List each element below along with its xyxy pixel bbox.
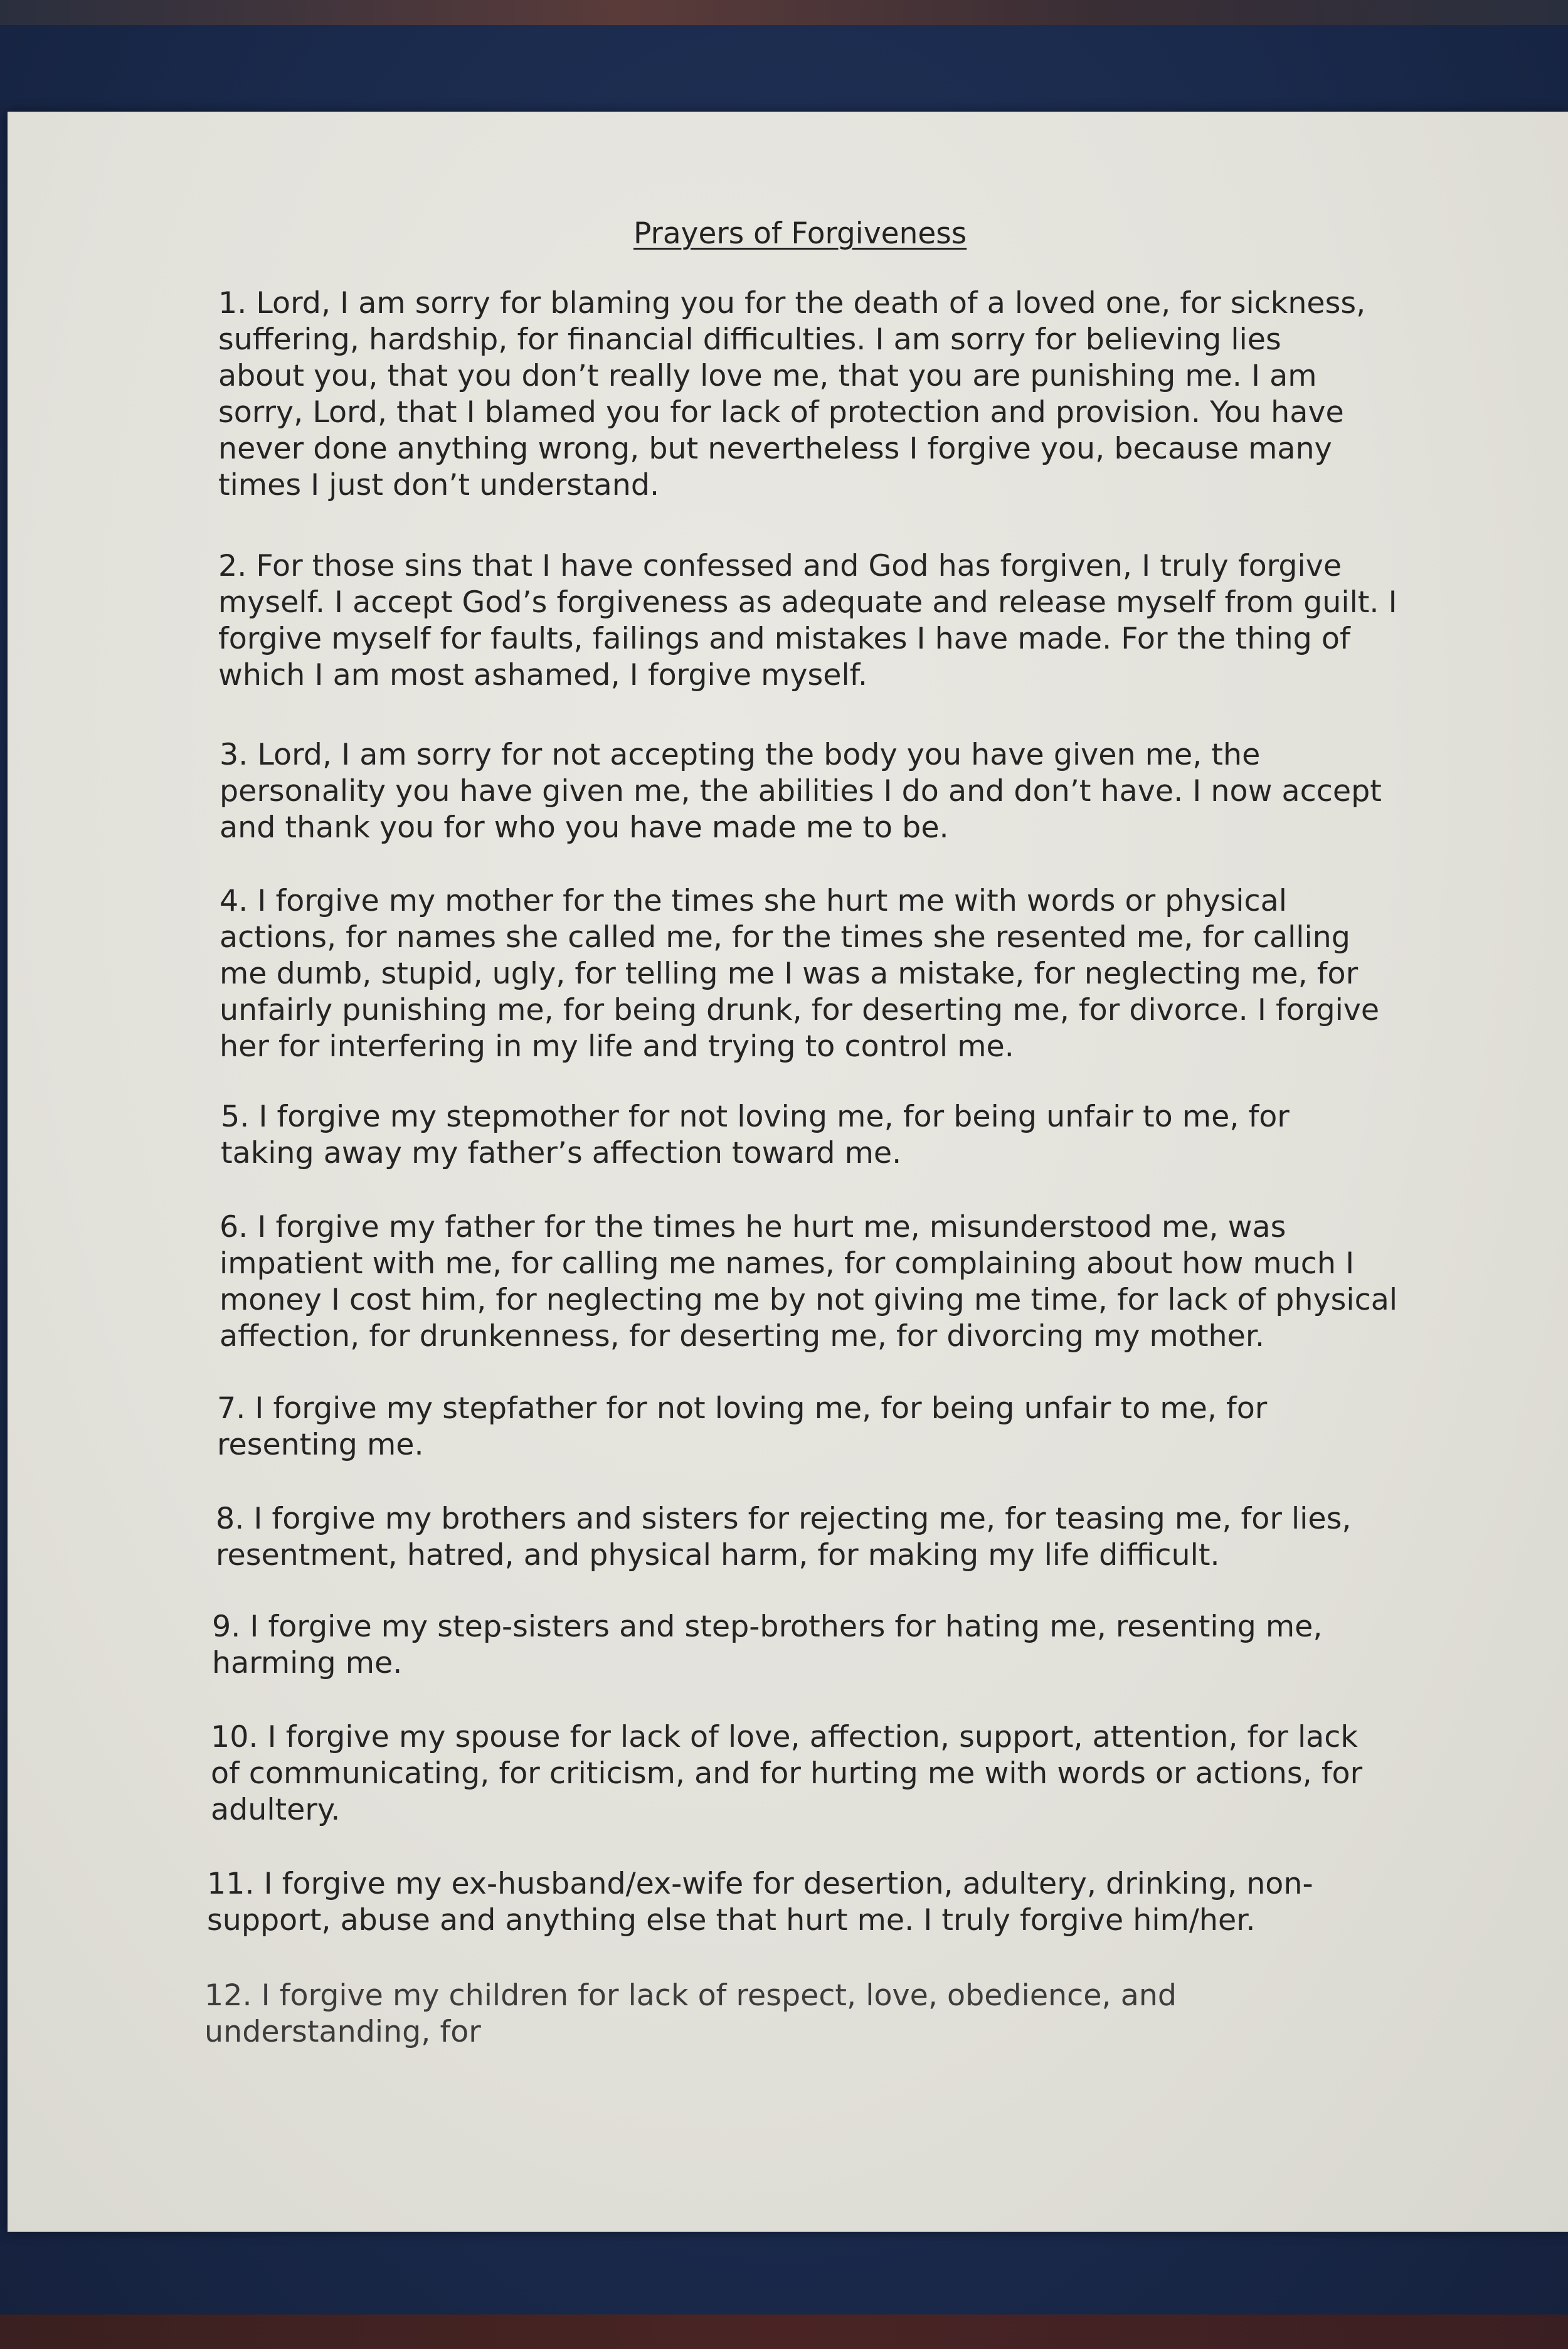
prayer-9: 9. I forgive my step-sisters and step-brothers for hating me, resenting me, harming me.: [212, 1609, 1323, 1680]
prayer-6: 6. I forgive my father for the times he hurt me, misunderstood me, was impatient with me, for calling me names, for complaining about how much I money I cost him, for neglecting me by not giving me time, for lack of physical affection, for drunkenness, for deserting me, for divorcing my mother.: [220, 1210, 1398, 1354]
background-top-edge: [0, 0, 1568, 25]
prayer-12: 12. I forgive my children for lack of respect, love, obedience, and understanding, for: [204, 1978, 1177, 2049]
prayer-10: 10. I forgive my spouse for lack of love, affection, support, attention, for lack of communicating, for criticism, and for hurting me with words or actions, for adultery.: [211, 1720, 1363, 1827]
prayer-2: 2. For those sins that I have confessed and God has forgiven, I truly forgive myself. I accept God’s forgiveness as adequate and release myself from guilt. I forgive myself for faults, failings and mistakes I have made. For the thing of which I am most ashamed, I forgive myself.: [218, 549, 1397, 692]
prayer-7: 7. I forgive my stepfather for not loving me, for being unfair to me, for resenting me.: [217, 1391, 1268, 1462]
prayer-3: 3. Lord, I am sorry for not accepting the body you have given me, the personality you have given me, the abilities I do and don’t have. I now accept and thank you for who you have made me to be.: [220, 738, 1382, 845]
prayer-1: 1. Lord, I am sorry for blaming you for the death of a loved one, for sickness, suffering, hardship, for financial difficulties. I am sorry for believing lies about you, that you don’t really love me, that you are punishing me. I am sorry, Lord, that I blamed you for lack of protection and provision. You have never done anything wrong, but nevertheless I forgive you, because many times I just don’t understand.: [218, 286, 1366, 502]
prayer-11: 11. I forgive my ex-husband/ex-wife for desertion, adultery, drinking, non-support, abuse and anything else that hurt me. I truly forgive him/her.: [207, 1867, 1313, 1938]
background-bottom-edge: [0, 2315, 1568, 2349]
prayer-5: 5. I forgive my stepmother for not loving me, for being unfair to me, for taking away my father’s affection toward me.: [221, 1100, 1290, 1170]
prayer-8: 8. I forgive my brothers and sisters for rejecting me, for teasing me, for lies, resentment, hatred, and physical harm, for making my life difficult.: [216, 1502, 1352, 1572]
prayer-4: 4. I forgive my mother for the times she hurt me with words or physical actions, for names she called me, for the times she resented me, for calling me dumb, stupid, ugly, for telling me I was a mistake, for neglecting me, for unfairly punishing me, for being drunk, for deserting me, for divorce. I forgive her for interfering in my life and trying to control me.: [220, 884, 1380, 1064]
document-title: Prayers of Forgiveness: [633, 216, 967, 251]
